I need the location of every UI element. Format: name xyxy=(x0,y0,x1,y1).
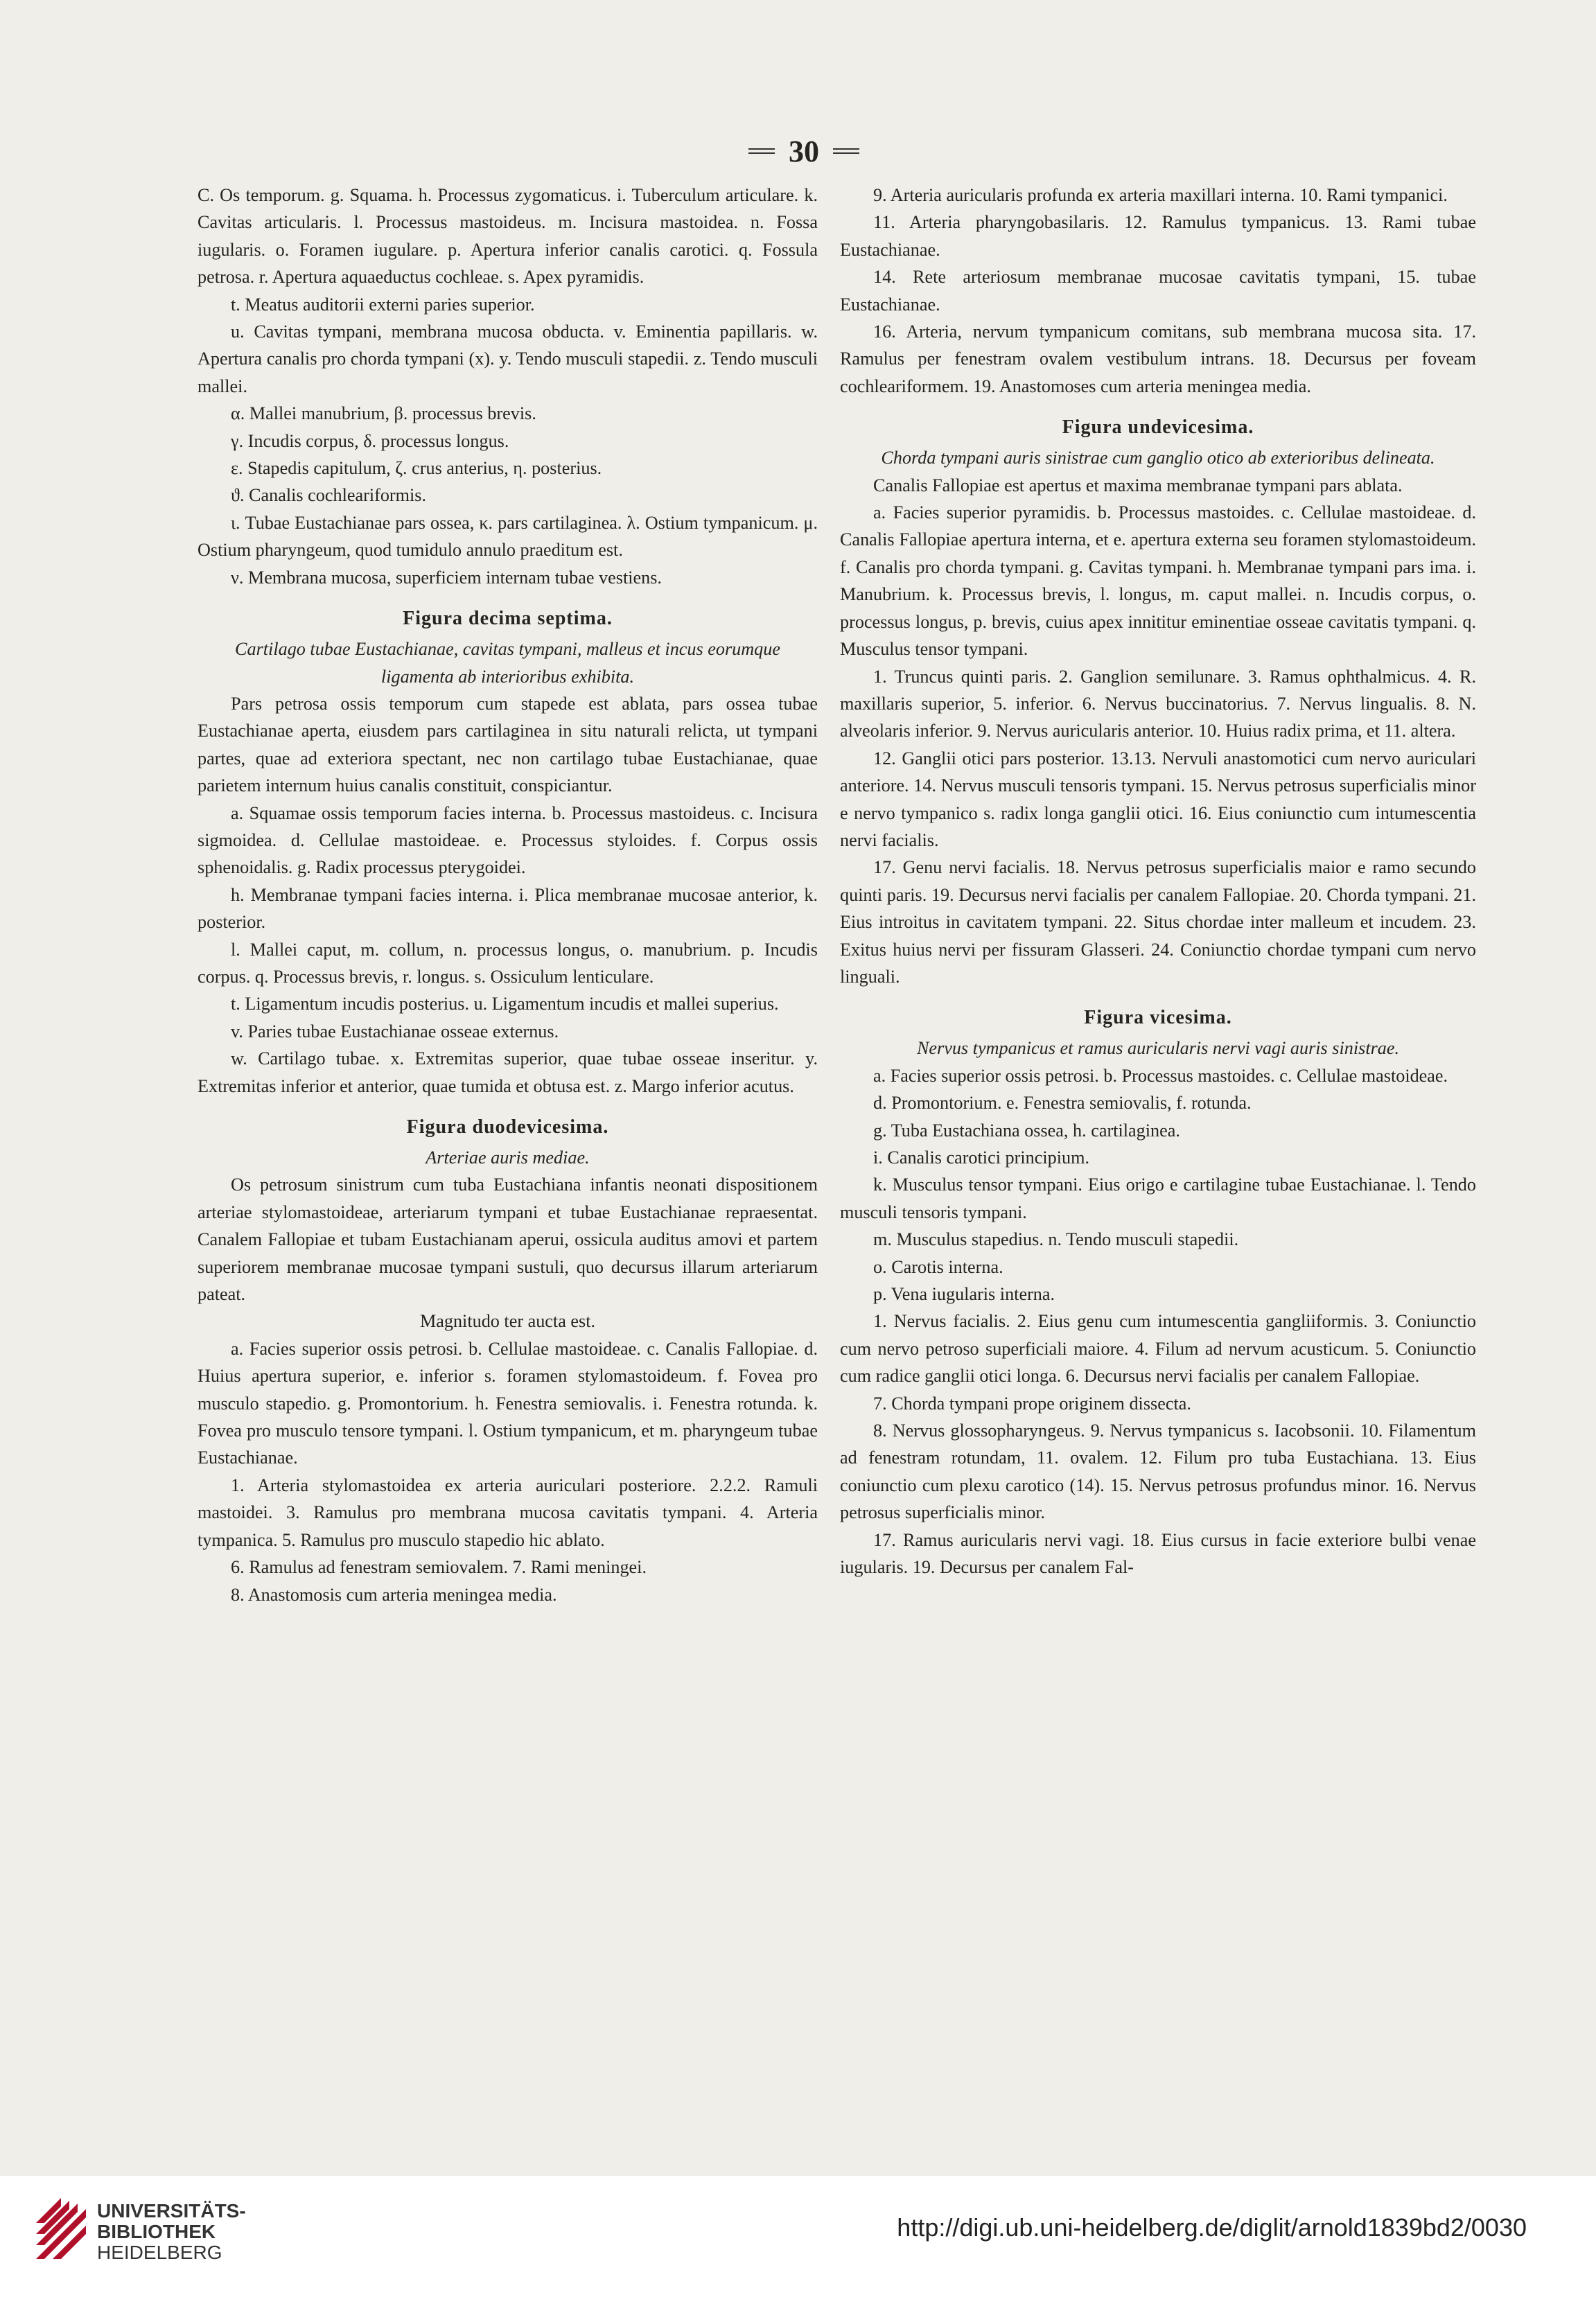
text-paragraph: g. Tuba Eustachiana ossea, h. cartilaginea. xyxy=(873,1120,1180,1141)
text-paragraph: a. Facies superior ossis petrosi. b. Processus mastoides. c. Cellulae mastoideae. xyxy=(873,1065,1448,1086)
library-name-line3: HEIDELBERG xyxy=(97,2242,222,2263)
text-paragraph: a. Facies superior pyramidis. b. Processus mastoides. c. Cellulae mastoideae. d. Canalis Fallopiae apertura interna, et e. apertura externa seu foramen stylomastoideum. f. Canalis pro chorda tympani. g. Cavitas tympani. h. Membranae tympani pars ima. i. Manubrium. k. Processus brevis, l. longus, m. caput mallei. n. Incudis corpus, o. processus longus, p. brevis, cuius apex innititur eminentiae osseae cavitatis tympani. q. Musculus tensor tympani. xyxy=(840,502,1476,660)
text-paragraph: 1. Nervus facialis. 2. Eius genu cum intumescentia gangliiformis. 3. Coniunctio cum nervo petroso superficiali maiore. 4. Filum ad nervum acusticum. 5. Coniunctio cum radice ganglii otici longa. 6. Decursus nervi facialis per canalem Fallopiae. xyxy=(840,1311,1476,1387)
figure-heading: Figura decima septima. xyxy=(403,608,613,630)
text-paragraph: ν. Membrana mucosa, superficiem internam tubae vestiens. xyxy=(231,567,662,588)
text-paragraph: w. Cartilago tubae. x. Extremitas superior, quae tubae osseae inseritur. y. Extremitas inferior et anterior, quae tumida et obtusa est. z. Margo inferior acutus. xyxy=(198,1048,818,1096)
text-paragraph: ϑ. Canalis cochleariformis. xyxy=(231,485,427,506)
text-paragraph: 12. Ganglii otici pars posterior. 13.13. Nervuli anastomotici cum nervo auriculari anteriore. 14. Nervus musculi tensoris tympani. 15. Nervus petrosus superficialis minor e nervo tympanico s. radix longa ganglii otici. 16. Eius coniunctio cum intumescentia nervi facialis. xyxy=(840,748,1476,850)
text-paragraph: ι. Tubae Eustachianae pars ossea, κ. pars cartilaginea. λ. Ostium tympanicum. μ. Ostium pharyngeum, quod tumidulo annulo praeditum est. xyxy=(198,512,818,561)
text-paragraph: d. Promontorium. e. Fenestra semiovalis, f. rotunda. xyxy=(873,1093,1252,1114)
text-paragraph: 17. Genu nervi facialis. 18. Nervus petrosus superficialis maior e ramo secundo quinti paris. 19. Decursus nervi facialis per canalem Fallopiae. 20. Chorda tympani. 21. Eius introitus in cavitatem tympani. 22. Situs chordae inter malleum et incudem. 23. Exitus huius nervi per fissuram Glasseri. 24. Coniunctio chordae tympani cum nervo linguali. xyxy=(840,857,1476,987)
page-number-text: 30 xyxy=(789,134,819,168)
page-number-rule-right xyxy=(833,148,859,154)
text-paragraph: p. Vena iugularis interna. xyxy=(873,1284,1055,1305)
page-number-rule-left xyxy=(748,148,775,154)
page-url[interactable]: http://digi.ub.uni-heidelberg.de/diglit/arnold1839bd2/0030 xyxy=(897,2213,1527,2242)
library-name[interactable] xyxy=(97,2201,246,2263)
left-text-column xyxy=(198,182,818,1928)
text-paragraph: 8. Anastomosis cum arteria meningea media. xyxy=(231,1584,557,1605)
text-paragraph: t. Ligamentum incudis posterius. u. Ligamentum incudis et mallei superius. xyxy=(231,994,779,1014)
text-paragraph: m. Musculus stapedius. n. Tendo musculi stapedii. xyxy=(873,1229,1239,1250)
library-name-line1: UNIVERSITÄTS- xyxy=(97,2200,246,2222)
heidelberg-library-logo-icon[interactable] xyxy=(33,2195,89,2262)
library-name-line2: BIBLIOTHEK xyxy=(97,2221,216,2242)
right-text-column xyxy=(840,182,1476,1928)
text-paragraph: 7. Chorda tympani prope originem dissecta. xyxy=(873,1393,1191,1414)
text-paragraph: o. Carotis interna. xyxy=(873,1256,1003,1277)
text-paragraph: u. Cavitas tympani, membrana mucosa obducta. v. Eminentia papillaris. w. Apertura canalis pro chorda tympani (x). y. Tendo musculi stapedii. z. Tendo musculi mallei. xyxy=(198,322,818,396)
text-paragraph: γ. Incudis corpus, δ. processus longus. xyxy=(231,430,509,451)
text-paragraph: k. Musculus tensor tympani. Eius origo e cartilagine tubae Eustachianae. l. Tendo musculi tensoris tympani. xyxy=(840,1175,1476,1222)
text-paragraph: 8. Nervus glossopharyngeus. 9. Nervus tympanicus s. Iacobsonii. 10. Filamentum ad fenestram rotundam, 11. ovalem. 12. Filum pro tuba Eustachiana. 13. Eius coniunctio cum plexu carotico (14). 15. Nervus petrosus profundus minor. 16. Nervus petrosus superficialis minor. xyxy=(840,1421,1476,1523)
text-paragraph: t. Meatus auditorii externi paries superior. xyxy=(231,294,535,315)
text-paragraph: Os petrosum sinistrum cum tuba Eustachiana infantis neonati dispositionem arteriae stylomastoideae, arteriarum tympani et tubae Eustachianae repraesentat. Canalem Fallopiae et tubam Eustachianam aperui, ossicula auditus amovi et partem superiorem membranae mucosae tympani sustuli, quo decursus illarum arteriarum pateat. xyxy=(198,1175,818,1305)
page-number xyxy=(735,130,873,172)
text-paragraph: 16. Arteria, nervum tympanicum comitans, sub membrana mucosa sita. 17. Ramulus per fenestram ovalem vestibulum intrans. 18. Decursus per foveam cochleariformem. 19. Anastomoses cum arteria meningea media. xyxy=(840,322,1476,396)
figure-heading: Figura undevicesima. xyxy=(1062,416,1254,439)
text-paragraph: 1. Arteria stylomastoidea ex arteria auriculari posteriore. 2.2.2. Ramuli mastoidei. 3. Ramulus pro membrana mucosa cavitatis tympani. 4. Arteria tympanica. 5. Ramulus pro musculo stapedio hic ablato. xyxy=(198,1475,818,1550)
figure-caption: Chorda tympani auris sinistrae cum ganglio otico ab exterioribus delineata. xyxy=(881,448,1435,468)
figure-caption: Cartilago tubae Eustachianae, cavitas tympani, malleus et incus eorumque ligamenta ab interioribus exhibita. xyxy=(235,639,780,687)
magnification-note: Magnitudo ter aucta est. xyxy=(419,1311,596,1332)
text-paragraph: v. Paries tubae Eustachianae osseae externus. xyxy=(231,1021,559,1041)
text-paragraph: C. Os temporum. g. Squama. h. Processus zygomaticus. i. Tuberculum articulare. k. Cavitas articularis. l. Processus mastoideus. m. Incisura mastoidea. n. Fossa iugularis. o. Foramen iugulare. p. Apertura inferior canalis carotici. q. Fossula petrosa. r. Apertura aquaeductus cochleae. s. Apex pyramidis. xyxy=(198,185,818,288)
text-paragraph: Pars petrosa ossis temporum cum stapede est ablata, pars ossea tubae Eustachianae aperta, eiusdem pars cartilaginea in situ naturali relicta, ut tympani partes, quae ad exteriora spectant, nec non cartilago tubae Eustachianae, quae parietem internum huius canalis constituit, conspiciantur. xyxy=(198,693,818,796)
text-paragraph: i. Canalis carotici principium. xyxy=(873,1147,1089,1168)
text-paragraph: 1. Truncus quinti paris. 2. Ganglion semilunare. 3. Ramus ophthalmicus. 4. R. maxillaris superior, 5. inferior. 6. Nervus buccinatorius. 7. Nervus lingualis. 8. N. alveolaris inferior. 9. Nervus auricularis anterior. 10. Huius radix prima, et 11. altera. xyxy=(840,666,1476,741)
text-paragraph: a. Squamae ossis temporum facies interna. b. Processus mastoideus. c. Incisura sigmoidea. d. Cellulae mastoideae. e. Processus styloides. f. Corpus ossis sphenoidalis. g. Radix processus pterygoidei. xyxy=(198,802,818,878)
text-paragraph: 17. Ramus auricularis nervi vagi. 18. Eius cursus in facie exteriore bulbi venae iugularis. 19. Decursus per canalem Fal- xyxy=(840,1529,1476,1578)
figure-heading: Figura duodevicesima. xyxy=(406,1116,609,1138)
text-paragraph: Canalis Fallopiae est apertus et maxima membranae tympani pars ablata. xyxy=(873,475,1403,495)
figure-caption: Nervus tympanicus et ramus auricularis nervi vagi auris sinistrae. xyxy=(916,1038,1400,1059)
figure-caption: Arteriae auris mediae. xyxy=(426,1147,590,1168)
text-paragraph: a. Facies superior ossis petrosi. b. Cellulae mastoideae. c. Canalis Fallopiae. d. Huius apertura superior, e. inferior s. foramen stylomastoideum. f. Fovea pro musculo stapedio. g. Promontorium. h. Fenestra semiovalis. i. Fenestra rotunda. k. Fovea pro musculo tensore tympani. l. Ostium tympanicum, et m. pharyngeum tubae Eustachianae. xyxy=(198,1338,818,1468)
text-paragraph: 6. Ramulus ad fenestram semiovalem. 7. Rami meningei. xyxy=(231,1557,647,1578)
text-paragraph: 11. Arteria pharyngobasilaris. 12. Ramulus tympanicus. 13. Rami tubae Eustachianae. xyxy=(840,212,1476,260)
figure-heading: Figura vicesima. xyxy=(1084,1007,1232,1029)
text-paragraph: h. Membranae tympani facies interna. i. Plica membranae mucosae anterior, k. posterior. xyxy=(198,884,818,933)
text-paragraph: ε. Stapedis capitulum, ζ. crus anterius, η. posterius. xyxy=(231,458,602,479)
text-paragraph: α. Mallei manubrium, β. processus brevis. xyxy=(231,403,536,424)
text-paragraph: 14. Rete arteriosum membranae mucosae cavitatis tympani, 15. tubae Eustachianae. xyxy=(840,267,1476,315)
text-paragraph: l. Mallei caput, m. collum, n. processus longus, o. manubrium. p. Incudis corpus. q. Processus brevis, r. longus. s. Ossiculum lenticulare. xyxy=(198,939,818,987)
text-paragraph: 9. Arteria auricularis profunda ex arteria maxillari interna. 10. Rami tympanici. xyxy=(873,185,1448,205)
